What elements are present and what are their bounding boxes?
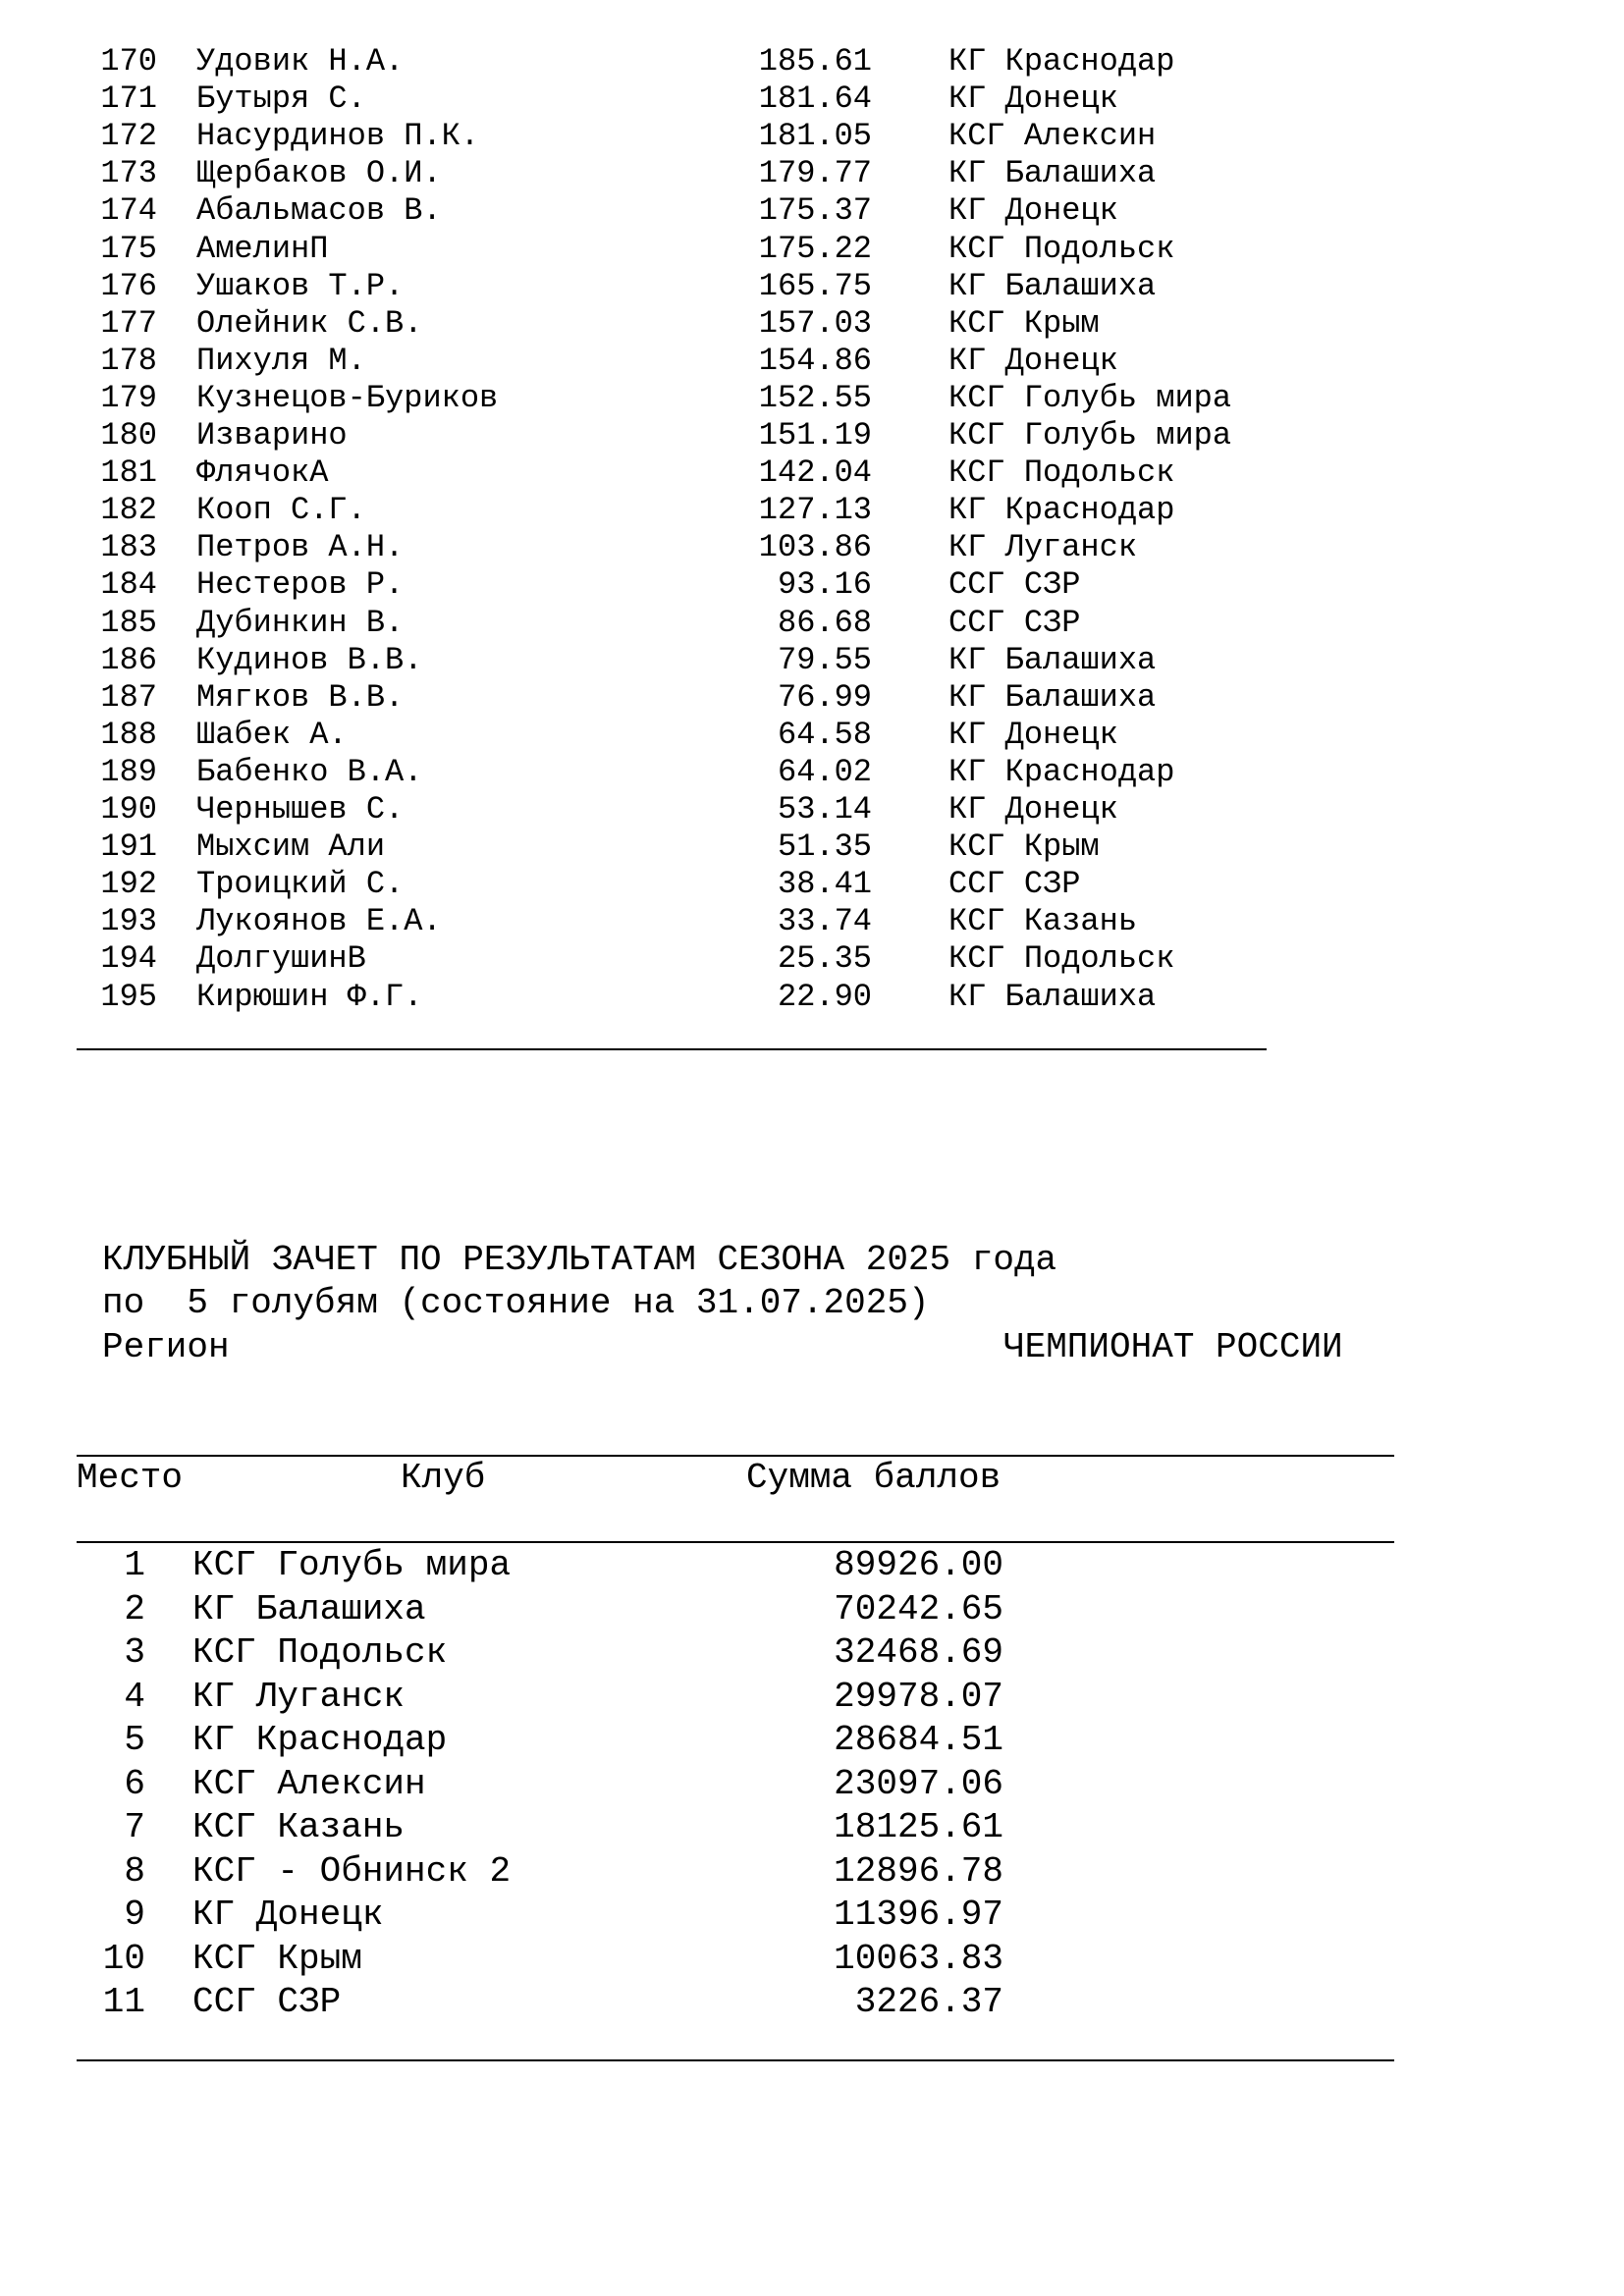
club-row — [0, 1807, 1624, 1850]
club-row — [0, 1677, 1624, 1720]
club-row — [0, 1982, 1624, 2025]
result-place: 179 — [100, 379, 157, 416]
club-row — [0, 1939, 1624, 1982]
result-club: КГ Балашиха — [948, 678, 1157, 716]
result-club: ССГ СЗР — [948, 604, 1081, 641]
result-club: КГ Луганск — [948, 529, 1138, 566]
club-row-name: ССГ СЗР — [192, 1982, 342, 2022]
result-score: 86.68 — [777, 604, 872, 641]
result-row — [0, 118, 1624, 155]
result-club: КСГ Казань — [948, 903, 1138, 940]
result-name: Насурдинов П.К. — [196, 118, 480, 155]
club-standings-subtitle: по 5 голубям (состояние на 31.07.2025) — [102, 1283, 930, 1323]
result-score: 154.86 — [758, 342, 872, 379]
result-row — [0, 754, 1624, 791]
club-row-name: КГ Донецк — [192, 1895, 384, 1935]
result-place: 181 — [100, 454, 157, 492]
club-row-name: КГ Луганск — [192, 1676, 406, 1717]
result-name: Щербаков О.И. — [196, 155, 442, 192]
result-place: 190 — [100, 791, 157, 828]
result-name: Кудинов В.В. — [196, 641, 423, 678]
club-row-place: 1 — [124, 1545, 145, 1585]
result-place: 171 — [100, 80, 157, 118]
result-score: 175.37 — [758, 192, 872, 230]
result-club: КГ Краснодар — [948, 753, 1175, 790]
club-row-sum: 11396.97 — [834, 1895, 1003, 1935]
result-club: КСГ Крым — [948, 304, 1100, 342]
result-name: Мягков В.В. — [196, 678, 405, 716]
result-club: КСГ Подольск — [948, 230, 1175, 267]
header-bottom-rule — [77, 1541, 1394, 1543]
result-row — [0, 605, 1624, 642]
result-club: КСГ Алексин — [948, 118, 1157, 155]
result-row — [0, 529, 1624, 566]
result-place: 195 — [100, 978, 157, 1015]
result-row — [0, 642, 1624, 679]
championship-label: ЧЕМПИОНАТ РОССИИ — [1003, 1327, 1343, 1367]
result-name: Шабек А. — [196, 716, 348, 753]
club-row-place: 3 — [124, 1632, 145, 1673]
result-name: ДолгушинВ — [196, 940, 366, 978]
result-name: Кирюшин Ф.Г. — [196, 978, 423, 1015]
result-place: 193 — [100, 903, 157, 940]
result-name: ФлячокА — [196, 454, 329, 492]
result-name: Бабенко В.А. — [196, 753, 423, 790]
result-row — [0, 717, 1624, 754]
club-row-sum: 28684.51 — [834, 1720, 1003, 1760]
result-score: 38.41 — [777, 866, 872, 903]
club-row — [0, 1895, 1624, 1938]
club-row-name: КСГ Голубь мира — [192, 1545, 512, 1585]
result-club: КГ Донецк — [948, 192, 1118, 230]
result-place: 185 — [100, 604, 157, 641]
result-row — [0, 43, 1624, 80]
result-score: 103.86 — [758, 529, 872, 566]
result-row — [0, 903, 1624, 940]
result-score: 142.04 — [758, 454, 872, 492]
result-row — [0, 343, 1624, 380]
club-row-place: 10 — [102, 1938, 145, 1979]
result-score: 165.75 — [758, 267, 872, 304]
result-row — [0, 155, 1624, 192]
result-name: АмелинП — [196, 230, 329, 267]
club-row-sum: 70242.65 — [834, 1588, 1003, 1629]
result-score: 53.14 — [777, 791, 872, 828]
result-place: 188 — [100, 716, 157, 753]
club-row-name: КСГ Алексин — [192, 1763, 426, 1804]
result-club: КГ Краснодар — [948, 43, 1175, 80]
club-row — [0, 1764, 1624, 1807]
result-club: КГ Краснодар — [948, 492, 1175, 529]
result-place: 170 — [100, 43, 157, 80]
result-score: 76.99 — [777, 678, 872, 716]
result-name: Кузнецов-Буриков — [196, 379, 499, 416]
result-place: 192 — [100, 866, 157, 903]
result-score: 64.02 — [777, 753, 872, 790]
club-row-place: 4 — [124, 1676, 145, 1717]
result-club: КСГ Подольск — [948, 454, 1175, 492]
result-place: 180 — [100, 417, 157, 454]
result-row — [0, 305, 1624, 343]
result-place: 176 — [100, 267, 157, 304]
result-name: Удовик Н.А. — [196, 43, 405, 80]
result-score: 157.03 — [758, 304, 872, 342]
result-score: 33.74 — [777, 903, 872, 940]
result-club: КГ Балашиха — [948, 267, 1157, 304]
result-place: 191 — [100, 828, 157, 866]
club-row — [0, 1545, 1624, 1588]
club-row-sum: 29978.07 — [834, 1676, 1003, 1717]
club-row-place: 7 — [124, 1807, 145, 1847]
club-row — [0, 1589, 1624, 1632]
result-row — [0, 828, 1624, 866]
result-score: 93.16 — [777, 566, 872, 604]
club-row-sum: 12896.78 — [834, 1850, 1003, 1892]
result-club: КГ Балашиха — [948, 155, 1157, 192]
result-name: Дубинкин В. — [196, 604, 405, 641]
result-score: 64.58 — [777, 716, 872, 753]
result-club: ССГ СЗР — [948, 566, 1081, 604]
result-score: 181.05 — [758, 118, 872, 155]
result-name: Бутыря С. — [196, 80, 366, 118]
result-club: КСГ Подольск — [948, 940, 1175, 978]
club-row-sum: 89926.00 — [834, 1545, 1003, 1585]
result-name: Абальмасов В. — [196, 192, 442, 230]
result-place: 183 — [100, 529, 157, 566]
club-row — [0, 1720, 1624, 1763]
club-row-place: 11 — [102, 1982, 145, 2022]
result-score: 181.64 — [758, 80, 872, 118]
result-score: 127.13 — [758, 492, 872, 529]
club-row-name: КСГ Крым — [192, 1938, 362, 1979]
result-place: 194 — [100, 940, 157, 978]
result-row — [0, 679, 1624, 717]
result-name: Нестеров Р. — [196, 566, 405, 604]
result-club: КГ Балашиха — [948, 978, 1157, 1015]
result-place: 182 — [100, 492, 157, 529]
club-row-name: КСГ Подольск — [192, 1632, 448, 1673]
club-row-place: 2 — [124, 1588, 145, 1629]
result-score: 25.35 — [777, 940, 872, 978]
result-club: КГ Балашиха — [948, 641, 1157, 678]
result-club: КСГ Голубь мира — [948, 417, 1232, 454]
result-club: КГ Донецк — [948, 791, 1118, 828]
result-row — [0, 979, 1624, 1016]
result-row — [0, 940, 1624, 978]
result-score: 79.55 — [777, 641, 872, 678]
result-row — [0, 454, 1624, 492]
result-place: 172 — [100, 118, 157, 155]
result-place: 187 — [100, 678, 157, 716]
club-row — [0, 1632, 1624, 1676]
result-row — [0, 80, 1624, 118]
result-row — [0, 492, 1624, 529]
result-place: 174 — [100, 192, 157, 230]
result-score: 175.22 — [758, 230, 872, 267]
result-place: 178 — [100, 342, 157, 379]
result-club: КГ Донецк — [948, 80, 1118, 118]
header-place: Место — [77, 1458, 184, 1498]
region-label: Регион — [102, 1327, 230, 1367]
result-score: 51.35 — [777, 828, 872, 866]
result-name: Мыхсим Али — [196, 828, 386, 866]
club-row-sum: 18125.61 — [834, 1807, 1003, 1847]
club-row-name: КСГ Казань — [192, 1807, 406, 1847]
result-club: ССГ СЗР — [948, 866, 1081, 903]
result-score: 179.77 — [758, 155, 872, 192]
result-score: 151.19 — [758, 417, 872, 454]
table-top-rule — [77, 1455, 1394, 1457]
result-score: 152.55 — [758, 379, 872, 416]
club-row — [0, 1851, 1624, 1895]
result-name: Ушаков Т.Р. — [196, 267, 405, 304]
result-name: Пихуля М. — [196, 342, 366, 379]
result-place: 184 — [100, 566, 157, 604]
club-row-name: КСГ - Обнинск 2 — [192, 1850, 512, 1892]
result-place: 173 — [100, 155, 157, 192]
individual-list-end-rule — [77, 1048, 1267, 1050]
result-row — [0, 866, 1624, 903]
result-club: КГ Донецк — [948, 716, 1118, 753]
club-standings-title: КЛУБНЫЙ ЗАЧЕТ ПО РЕЗУЛЬТАТАМ СЕЗОНА 2025 года — [102, 1240, 1057, 1280]
result-row — [0, 380, 1624, 417]
result-score: 22.90 — [777, 978, 872, 1015]
result-name: Чернышев С. — [196, 791, 405, 828]
result-row — [0, 192, 1624, 230]
result-row — [0, 231, 1624, 268]
result-name: Петров А.Н. — [196, 529, 405, 566]
result-club: КСГ Крым — [948, 828, 1100, 866]
result-score: 185.61 — [758, 43, 872, 80]
result-row — [0, 417, 1624, 454]
header-sum: Сумма баллов — [746, 1458, 1001, 1498]
result-name: Олейник С.В. — [196, 304, 423, 342]
result-name: Троицкий С. — [196, 866, 405, 903]
club-row-place: 6 — [124, 1763, 145, 1804]
result-row — [0, 791, 1624, 828]
header-club: Клуб — [401, 1458, 486, 1498]
result-place: 186 — [100, 641, 157, 678]
club-row-sum: 23097.06 — [834, 1763, 1003, 1804]
result-club: КСГ Голубь мира — [948, 379, 1232, 416]
result-place: 189 — [100, 753, 157, 790]
club-row-place: 9 — [124, 1895, 145, 1935]
club-row-place: 8 — [124, 1850, 145, 1892]
result-name: Лукоянов Е.А. — [196, 903, 442, 940]
club-row-sum: 10063.83 — [834, 1938, 1003, 1979]
result-name: Кооп С.Г. — [196, 492, 366, 529]
result-row — [0, 566, 1624, 604]
club-row-sum: 3226.37 — [854, 1982, 1003, 2022]
club-row-sum: 32468.69 — [834, 1632, 1003, 1673]
result-place: 177 — [100, 304, 157, 342]
result-club: КГ Донецк — [948, 342, 1118, 379]
table-bottom-rule — [77, 2059, 1394, 2061]
result-row — [0, 268, 1624, 305]
result-place: 175 — [100, 230, 157, 267]
club-row-place: 5 — [124, 1720, 145, 1760]
club-row-name: КГ Балашиха — [192, 1588, 426, 1629]
club-row-name: КГ Краснодар — [192, 1720, 448, 1760]
result-name: Изварино — [196, 417, 348, 454]
